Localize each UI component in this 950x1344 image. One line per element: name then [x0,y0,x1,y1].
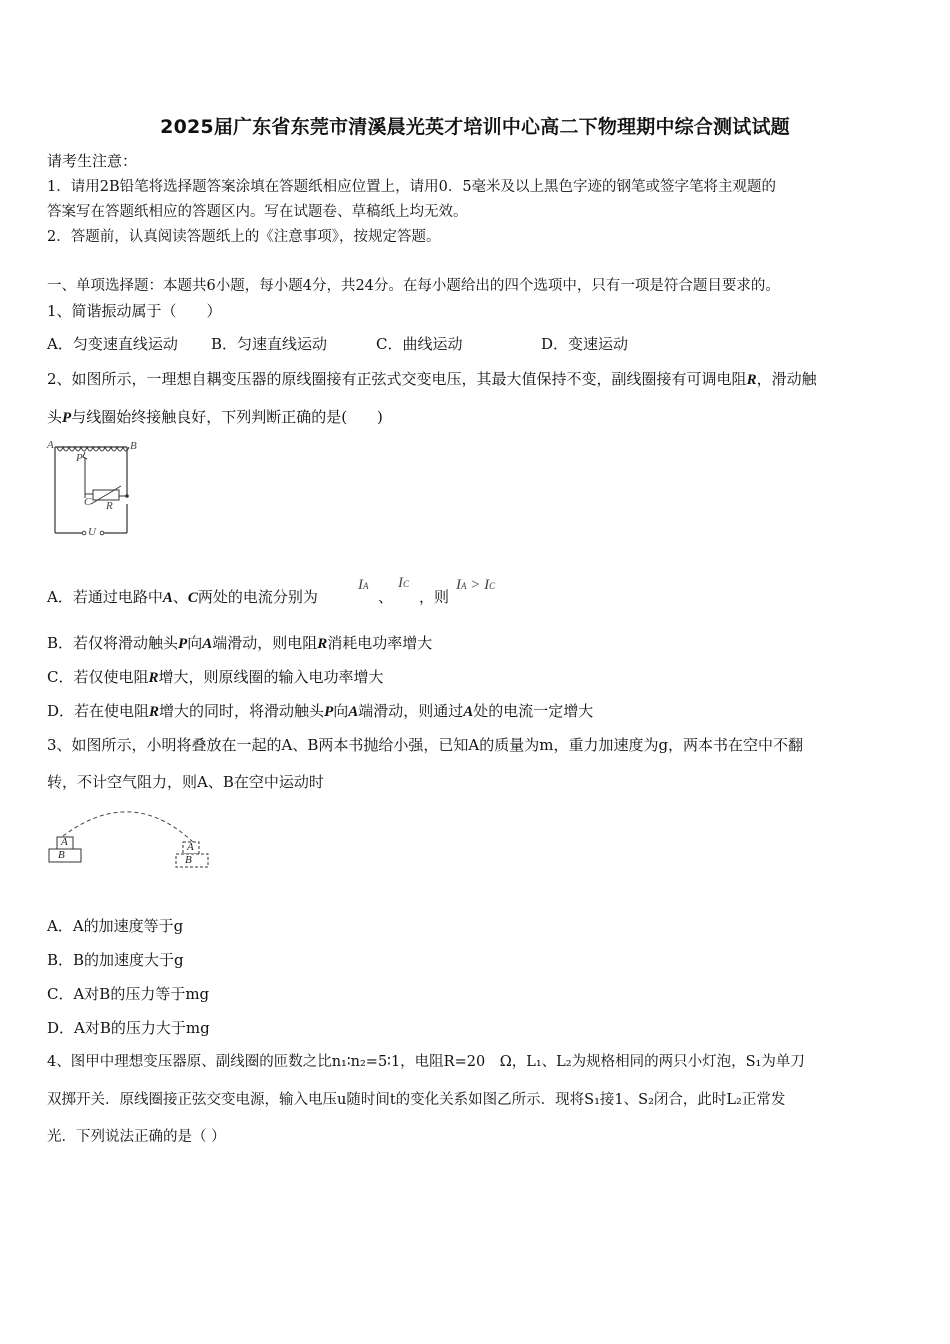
q3-option-d: D．A对B的压力大于mg [47,1019,210,1037]
fig-label-u: U [88,526,96,538]
q4-stem-line-3: 光．下列说法正确的是（ ） [47,1129,226,1145]
fig-label-p: P [76,452,83,464]
section-heading: 一、单项选择题：本题共6小题，每小题4分，共24分。在每小题给出的四个选项中，只有一项是符合题目要求的。 [47,278,780,294]
q4-stem-line-2: 双掷开关．原线圈接正弦交变电源，输入电压u随时间t的变化关系如图乙所示．现将S₁接1、S₂闭合，此时L₂正常发 [47,1092,786,1108]
q3-option-b: B．B的加速度大于g [47,951,184,969]
fig-label-b: B [130,440,137,452]
q1-option-d: D．变速运动 [541,335,629,353]
book-b-label: B [58,849,65,861]
fig-label-r: R [106,500,113,512]
q3-option-c: C．A对B的压力等于mg [47,985,210,1003]
notice-line-1: 1．请用2B铅笔将选择题答案涂填在答题纸相应位置上，请用0．5毫米及以上黑色字迹的钢笔或签字笔将主观题的 [47,179,777,195]
symbol-i-c: IC [398,575,410,591]
q1-option-b: B．匀速直线运动 [211,335,328,353]
q2-option-a: A．若通过电路中A、C两处的电流分别为 [47,588,318,606]
q2-stem-line-2: 头P与线圈始终接触良好，下列判断正确的是( ) [47,408,383,426]
q2-stem-line-1: 2、如图所示，一理想自耦变压器的原线圈接有正弦式交变电压，其最大值保持不变，副线圈接有可调电阻R，滑动触 [47,370,817,388]
q4-stem-line-1: 4、图甲中理想变压器原、副线圈的匝数之比n₁∶n₂=5∶1，电阻R=20 Ω，L₁、L₂为规格相同的两只小灯泡，S₁为单刀 [47,1054,805,1070]
symbol-separator: 、 [378,588,394,606]
notice-line-2: 2．答题前，认真阅读答题纸上的《注意事项》，按规定答题。 [47,229,441,245]
q2-option-b: B．若仅将滑动触头P向A端滑动，则电阻R消耗电功率增大 [47,634,433,652]
q3-option-a: A．A的加速度等于g [47,917,184,935]
q2-option-c: C．若仅使电阻R增大，则原线圈的输入电功率增大 [47,668,384,686]
page-title: 2025届广东省东莞市清溪晨光英才培训中心高二下物理期中综合测试试题 [160,116,790,138]
book-b-label-landing: B [185,854,192,866]
notice-line-1b: 答案写在答题纸相应的答题区内。写在试题卷、草稿纸上均无效。 [47,204,468,220]
book-a-label: A [61,836,68,848]
notice-heading: 请考生注意： [47,152,138,170]
q1-option-c: C．曲线运动 [376,335,463,353]
inequality-ia-gt-ic: IA > IC [456,577,496,593]
book-a-label-landing: A [187,841,194,853]
q3-stem-line-2: 转，不计空气阻力，则A、B在空中运动时 [47,773,324,791]
q2-option-d: D．若在使电阻R增大的同时，将滑动触头P向A端滑动，则通过A处的电流一定增大 [47,702,594,720]
q3-stem-line-1: 3、如图所示，小明将叠放在一起的A、B两本书抛给小强，已知A的质量为m，重力加速度为g，两本书在空中不翻 [47,736,804,754]
symbol-then: ，则 [419,588,450,606]
q1-option-a: A．匀变速直线运动 [47,335,178,353]
fig-label-c: C [84,496,92,508]
fig-label-a: A [47,439,54,451]
q1-stem: 1、简谐振动属于（ ） [47,302,222,320]
symbol-i-a: IA [358,577,369,593]
